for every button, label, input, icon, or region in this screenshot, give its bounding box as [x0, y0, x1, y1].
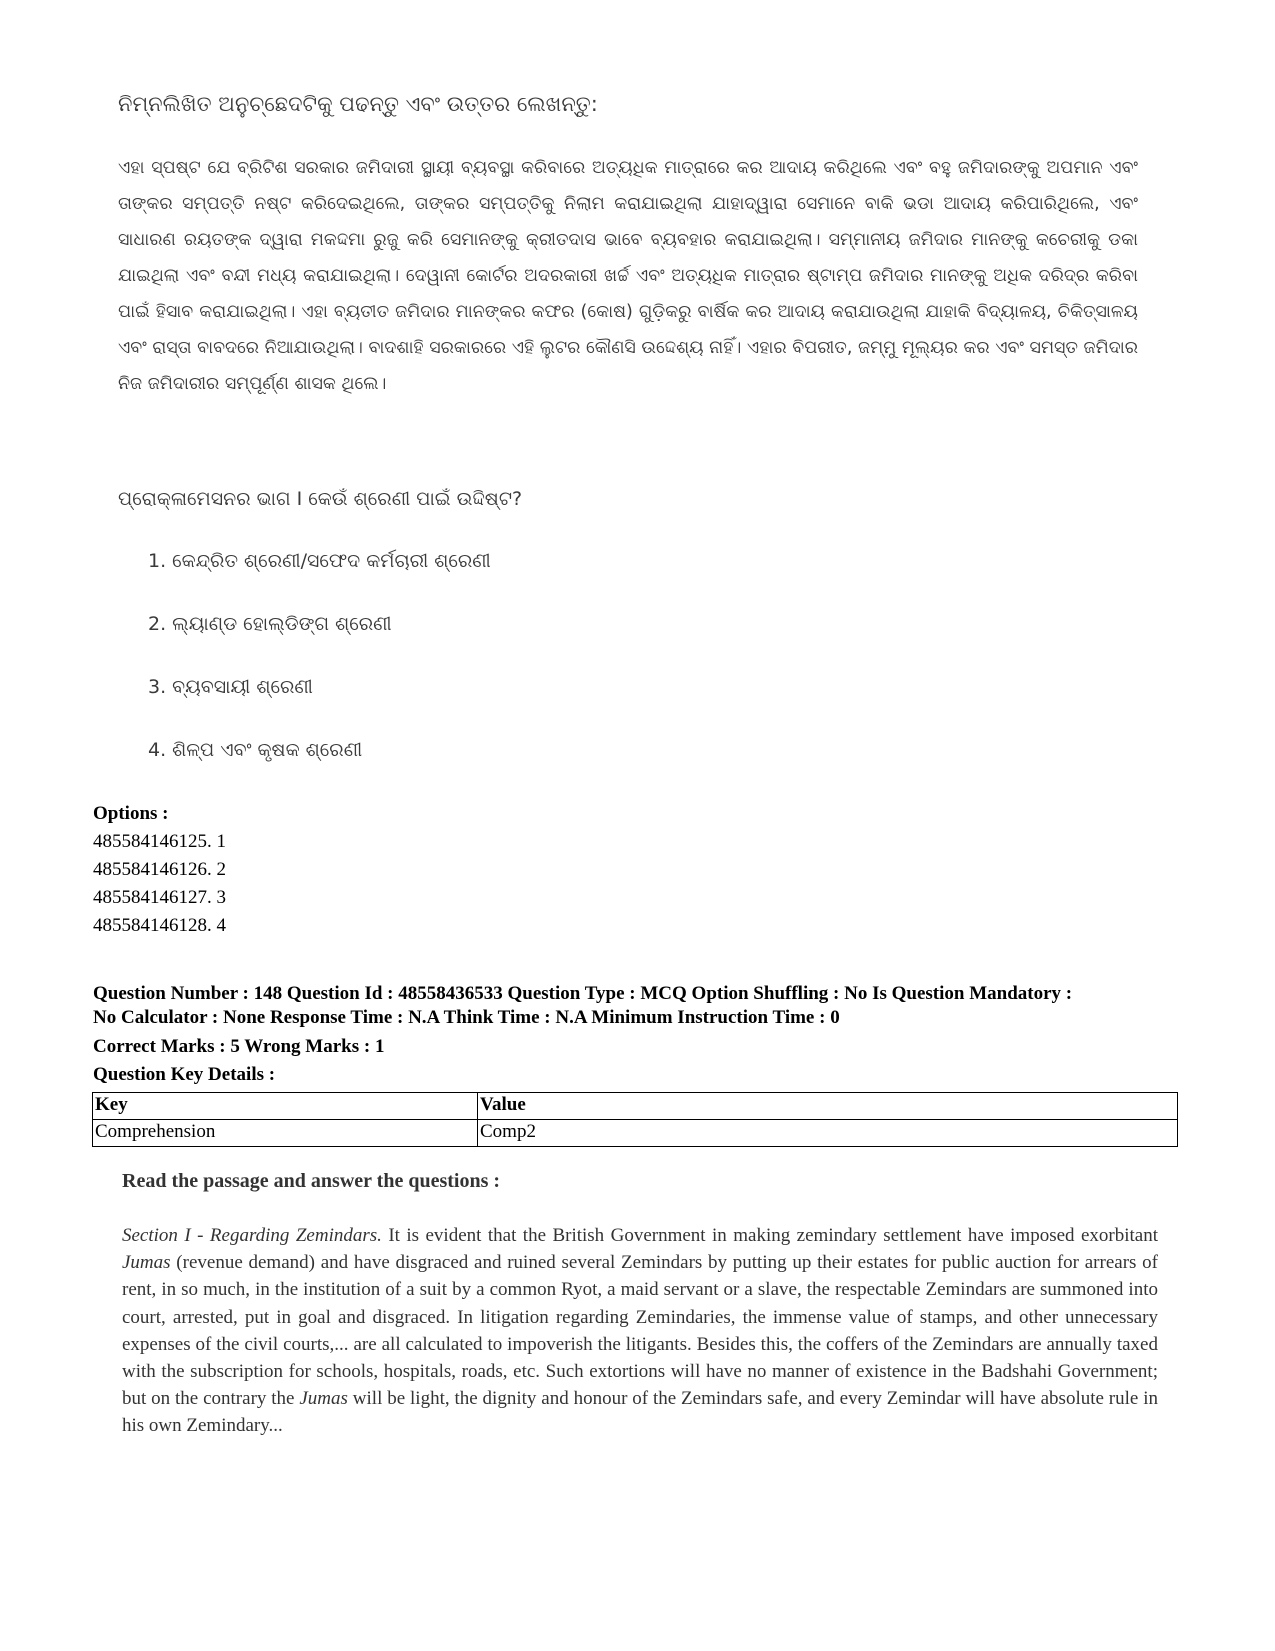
table-row	[93, 1120, 1178, 1147]
odia-choice-3: 3. ବ୍ୟବସାୟୀ ଶ୍ରେଣୀ	[148, 676, 313, 698]
option-item: 485584146128. 4	[93, 915, 226, 936]
option-item: 485584146126. 2	[93, 859, 226, 880]
table-header-row	[93, 1093, 1178, 1120]
english-passage	[122, 1222, 1158, 1440]
term-jumas-1: Jumas	[122, 1252, 171, 1274]
english-heading: Read the passage and answer the questions :	[122, 1170, 501, 1192]
option-item: 485584146125. 1	[93, 831, 226, 852]
odia-question: ପ୍ରୋକ୍ଳାମେସନର ଭାଗ I କେଉଁ ଶ୍ରେଣୀ ପାଇଁ ଉଦ୍ଦିଷ୍ଟ?	[118, 488, 523, 510]
option-item: 485584146127. 3	[93, 887, 226, 908]
odia-choice-1: 1. କେନ୍ଦ୍ରିତ ଶ୍ରେଣୀ/ସଫେଦ କର୍ମଚାରୀ ଶ୍ରେଣୀ	[148, 550, 491, 572]
passage-segment-2: (revenue demand) and have disgraced and ruined several Zemindars by putting up their estates for public auction for arrears of rent, in so much, in the institution of a suit by a common Ryot, a maid servant or a slave, the respectable Zemindars are summoned into court, arrested, put in goal and disgraced. In litigation regarding Zemindaries, the immense value of stamps, and other unnecessary expenses of the civil courts,... are all calculated to impoverish the litigants. Besides this, the coffers of the Zemindars are annually taxed with the subscription for schools, hospitals, roads, etc. Such extortions will have no manner of existence in the Badshahi Government; but on the contrary the	[122, 1252, 1158, 1410]
row-key: Comprehension	[93, 1120, 478, 1147]
odia-passage: ଏହା ସ୍ପଷ୍ଟ ଯେ ବ୍ରିଟିଶ ସରକାର ଜମିଦାରୀ ସ୍ଥାୟୀ ବ୍ୟବସ୍ଥା କରିବାରେ ଅତ୍ୟଧିକ ମାତ୍ରାରେ କର ଆଦାୟ କରିଥିଲେ ଏବଂ ବହୁ ଜମିଦାରଙ୍କୁ ଅପମାନ ଏବଂ ତାଙ୍କର ସମ୍ପତ୍ତି ନଷ୍ଟ କରିଦେଇଥିଲେ, ତାଙ୍କର ସମ୍ପତ୍ତିକୁ ନିଲାମ କରାଯାଇଥିଲା ଯାହାଦ୍ୱାରା ସେମାନେ ବାକି ଭଡା ଆଦାୟ କରିପାରିଥିଲେ, ଏବଂ ସାଧାରଣ ରୟତଙ୍କ ଦ୍ୱାରା ମକଦ୍ଦମା ରୁଜୁ କରି ସେମାନଙ୍କୁ କ୍ରୀତଦାସ ଭାବେ ବ୍ୟବହାର କରାଯାଇଥିଲା। ସମ୍ମାନୀୟ ଜମିଦାର ମାନଙ୍କୁ କଚେରୀକୁ ଡକା ଯାଇଥିଲା ଏବଂ ବନ୍ଦୀ ମଧ୍ୟ କରାଯାଇଥିଲା। ଦେୱାନୀ କୋର୍ଟର ଅଦରକାରୀ ଖର୍ଚ୍ଚ ଏବଂ ଅତ୍ୟଧିକ ମାତ୍ରାର ଷ୍ଟାମ୍ପ ଜମିଦାର ମାନଙ୍କୁ ଅଧିକ ଦରିଦ୍ର କରିବା ପାଇଁ ହିସାବ କରାଯାଇଥିଲା। ଏହା ବ୍ୟତୀତ ଜମିଦାର ମାନଙ୍କର କଫର (କୋଷ) ଗୁଡ଼ିକରୁ ବାର୍ଷିକ କର ଆଦାୟ କରାଯାଉଥିଲା ଯାହାକି ବିଦ୍ୟାଳୟ, ଚିକିତ୍ସାଳୟ ଏବଂ ରାସ୍ତା ବାବଦରେ ନିଆଯାଉଥିଲା। ବାଦଶାହି ସରକାରରେ ଏହି ଲୁଟର କୌଣସି ଉଦ୍ଦେଶ୍ୟ ନାହିଁ। ଏହାର ବିପରୀତ, ଜମ୍ମୁ ମୂଲ୍ୟର କର ଏବଂ ସମସ୍ତ ଜମିଦାର ନିଜ ଜମିଦାରୀର ସମ୍ପୂର୍ଣ୍ଣ ଶାସକ ଥିଲେ।	[118, 158, 1138, 394]
question-meta-line-1: Question Number : 148 Question Id : 48558436533 Question Type : MCQ Option Shuffling : No Is Question Mandatory :	[93, 983, 1073, 1004]
question-meta	[93, 982, 1193, 1030]
row-value: Comp2	[478, 1120, 1178, 1147]
header-key: Key	[93, 1093, 478, 1120]
odia-choices	[148, 550, 491, 802]
options-list	[93, 800, 226, 940]
marks-line: Correct Marks : 5 Wrong Marks : 1	[93, 1036, 385, 1057]
odia-instruction: ନିମ୍ନଲିଖିତ ଅନୁଚ୍ଛେଦଟିକୁ ପଢନ୍ତୁ ଏବଂ ଉତ୍ତର ଲେଖନ୍ତୁ:	[118, 92, 598, 116]
passage-segment-1: It is evident that the British Government in making zemindary settlement have imposed exorbitant	[381, 1225, 1158, 1246]
passage-segment-3: will be light, the dignity and honour of the Zemindars safe, and every Zemindar will have absolute rule in his own Zemindary...	[122, 1388, 1158, 1437]
key-details-table	[92, 1092, 1178, 1147]
section-label: Section I - Regarding Zemindars.	[122, 1225, 382, 1246]
odia-choice-4: 4. ଶିଳ୍ପ ଏବଂ କୃଷକ ଶ୍ରେଣୀ	[148, 739, 363, 761]
odia-choice-2: 2. ଲ୍ୟାଣ୍ଡ ହୋଲ୍ଡିଙ୍ଗ ଶ୍ରେଣୀ	[148, 613, 392, 635]
header-value: Value	[478, 1093, 1178, 1120]
term-jumas-2: Jumas	[299, 1388, 348, 1410]
options-label: Options :	[93, 803, 169, 824]
question-meta-line-2: No Calculator : None Response Time : N.A Think Time : N.A Minimum Instruction Time : 0	[93, 1007, 840, 1028]
key-details-label: Question Key Details :	[93, 1064, 276, 1085]
